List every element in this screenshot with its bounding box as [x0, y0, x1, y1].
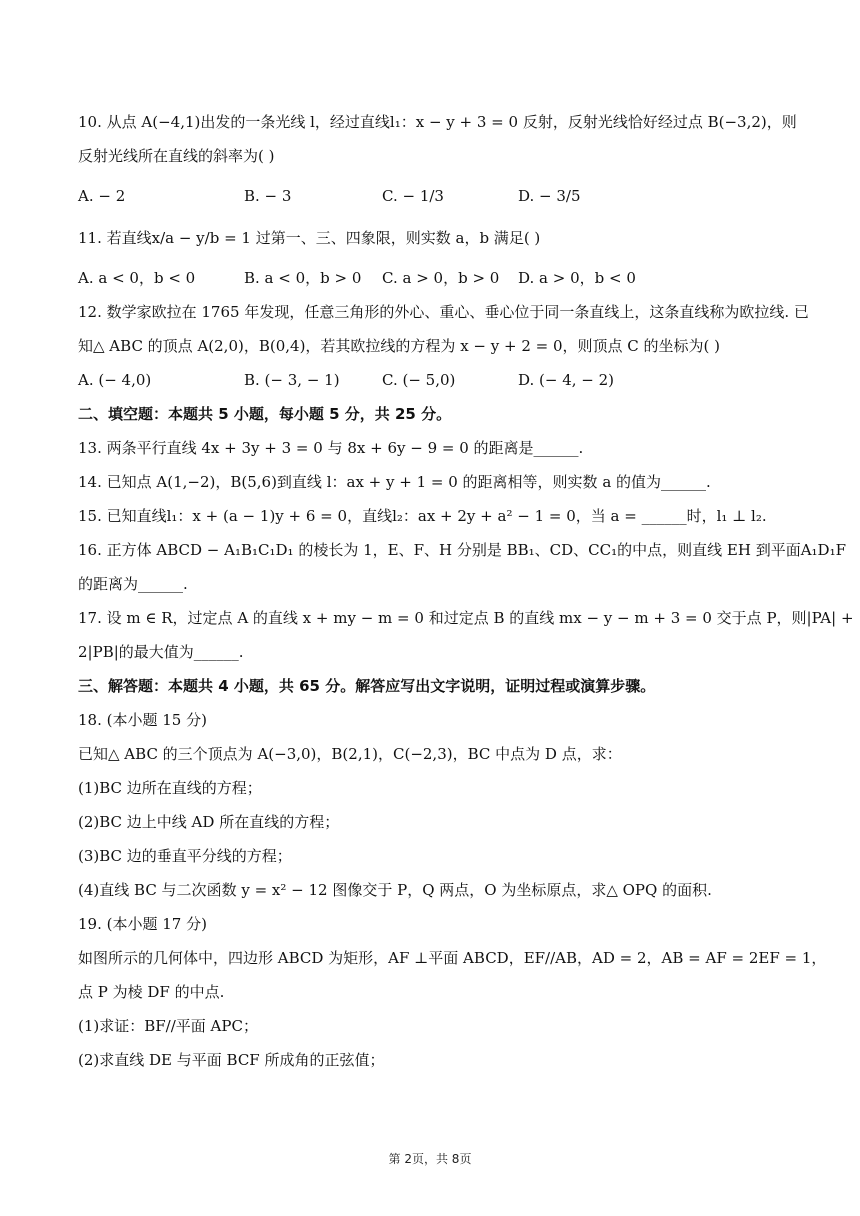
question-12-line-2: 知△ ABC 的顶点 A(2,0)，B(0,4)，若其欧拉线的方程为 x − y + 2 = 0，则顶点 C 的坐标为( ) — [78, 337, 721, 355]
question-19-stem-line-2: 点 P 为棱 DF 的中点. — [78, 983, 225, 1001]
option-c: C. − 1/3 — [382, 187, 444, 205]
option-a: A. a < 0，b < 0 — [78, 269, 196, 287]
question-10-line-1: 10. 从点 A(−4,1)出发的一条光线 l，经过直线l₁：x − y + 3 = 0 反射，反射光线恰好经过点 B(−3,2)，则 — [78, 113, 797, 131]
question-16-line-2: 的距离为______. — [78, 575, 188, 593]
question-18-heading: 18. (本小题 15 分) — [78, 711, 207, 729]
question-18-part-2: (2)BC 边上中线 AD 所在直线的方程； — [78, 813, 340, 831]
section-3-heading: 三、解答题：本题共 4 小题，共 65 分。解答应写出文字说明，证明过程或演算步骤。 — [78, 677, 656, 695]
question-18-stem: 已知△ ABC 的三个顶点为 A(−3,0)，B(2,1)，C(−2,3)，BC 中点为 D 点，求： — [78, 745, 622, 763]
option-c: C. (− 5,0) — [382, 371, 456, 389]
question-13: 13. 两条平行直线 4x + 3y + 3 = 0 与 8x + 6y − 9 = 0 的距离是______. — [78, 439, 584, 457]
question-19-stem-line-1: 如图所示的几何体中，四边形 ABCD 为矩形，AF ⊥平面 ABCD，EF//AB，AD = 2，AB = AF = 2EF = 1， — [78, 949, 827, 967]
page-number-footer: 第 2页，共 8页 — [388, 1152, 472, 1166]
question-18-part-3: (3)BC 边的垂直平分线的方程； — [78, 847, 292, 865]
option-d: D. (− 4, − 2) — [518, 371, 615, 389]
question-11: 11. 若直线x/a − y/b = 1 过第一、三、四象限，则实数 a，b 满足( ) — [78, 229, 541, 247]
question-19-heading: 19. (本小题 17 分) — [78, 915, 207, 933]
option-c: C. a > 0，b > 0 — [382, 269, 500, 287]
question-18-part-4: (4)直线 BC 与二次函数 y = x² − 12 图像交于 P，Q 两点，O 为坐标原点，求△ OPQ 的面积. — [78, 881, 712, 899]
question-19-part-1: (1)求证：BF//平面 APC； — [78, 1017, 258, 1035]
question-17-line-2: 2|PB|的最大值为______. — [78, 643, 244, 661]
question-17-line-1: 17. 设 m ∈ R，过定点 A 的直线 x + my − m = 0 和过定点 B 的直线 mx − y − m + 3 = 0 交于点 P，则|PA| + — [78, 609, 854, 627]
section-2-heading: 二、填空题：本题共 5 小题，每小题 5 分，共 25 分。 — [78, 405, 452, 423]
option-b: B. a < 0，b > 0 — [244, 269, 362, 287]
option-d: D. a > 0，b < 0 — [518, 269, 636, 287]
option-b: B. − 3 — [244, 187, 292, 205]
question-10-line-2: 反射光线所在直线的斜率为( ) — [78, 147, 275, 165]
question-19-part-2: (2)求直线 DE 与平面 BCF 所成角的正弦值； — [78, 1051, 385, 1069]
option-a: A. − 2 — [78, 187, 126, 205]
question-15: 15. 已知直线l₁：x + (a − 1)y + 6 = 0，直线l₂：ax + 2y + a² − 1 = 0，当 a = ______时，l₁ ⊥ l₂. — [78, 507, 767, 525]
option-d: D. − 3/5 — [518, 187, 581, 205]
question-18-part-1: (1)BC 边所在直线的方程； — [78, 779, 262, 797]
option-b: B. (− 3, − 1) — [244, 371, 340, 389]
question-14: 14. 已知点 A(1,−2)，B(5,6)到直线 l：ax + y + 1 = 0 的距离相等，则实数 a 的值为______. — [78, 473, 711, 491]
option-a: A. (− 4,0) — [78, 371, 152, 389]
question-16-line-1: 16. 正方体 ABCD − A₁B₁C₁D₁ 的棱长为 1，E、F、H 分别是 BB₁、CD、CC₁的中点，则直线 EH 到平面A₁D₁F — [78, 541, 846, 559]
question-12-line-1: 12. 数学家欧拉在 1765 年发现，任意三角形的外心、重心、垂心位于同一条直线上，这条直线称为欧拉线. 已 — [78, 303, 809, 321]
